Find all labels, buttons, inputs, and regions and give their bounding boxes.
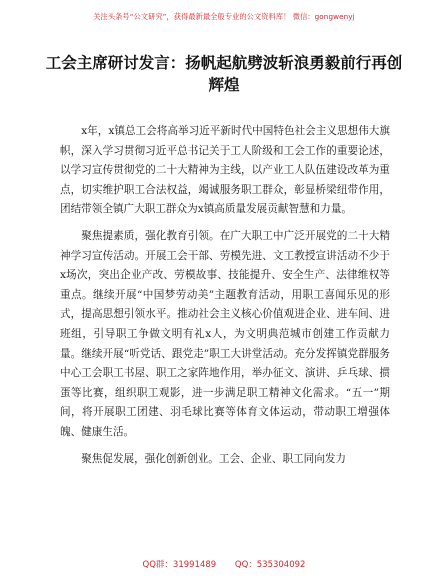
paragraph: x年，x镇总工会将高举习近平新时代中国特色社会主义思想伟大旗帜，深入学习贯彻习近平总书记关于工人阶级和工会工作的重要论述，以学习宣传贯彻党的二十大精神为主线，以产业工人队伍建设改革为重点，切实维护职工合法权益，竭诚服务职工群众，彰显桥梁纽带作用，团结带领全镇广大职工群众为x镇高质量发展贡献智慧和力量。 [60, 125, 390, 216]
footer-qq-group: QQ群：31991489 [142, 560, 217, 570]
document-title: 工会主席研讨发言：扬帆起航劈波斩浪勇毅前行再创辉煌 [45, 54, 403, 94]
paragraph: 聚焦提素质，强化教育引领。在广大职工中广泛开展党的二十大精神学习宣传活动。开展工会干部、劳模先进、文工教授宣讲活动不少于x场次，突出企业产改、劳模故事、技能提升、安全生产、法律维权等重点。继续开展“中国梦劳动美”主题教育活动，用职工喜闻乐见的形式，提高思想引领水平。推动社会主义核心价值观进企业、进车间、进班组，引导职工争做文明有礼x人，为文明典范城市创建工作贡献力量。继续开展“听党话、跟党走”职工大讲堂活动。充分发挥镇党群服务中心工会职工书屋、职工之家阵地作用，举办征文、演讲、乒乓球、掼蛋等比赛，组织职工观影，进一步满足职工精神文化需求。“五一”期间，将开展职工团建、羽毛球比赛等体育文体运动，带动职工增强体魄、健康生活。 [60, 229, 390, 438]
paragraph: 聚焦促发展，强化创新创业。工会、企业、职工同向发力 [81, 452, 347, 465]
footer [0, 558, 448, 570]
footer-qq: QQ：535304092 [234, 560, 306, 570]
header-banner: 关注头条号“公文研究”，获得最新最全般专业的公文资料库！ 微信：gongwenyj [93, 12, 355, 21]
document-body [60, 122, 390, 476]
